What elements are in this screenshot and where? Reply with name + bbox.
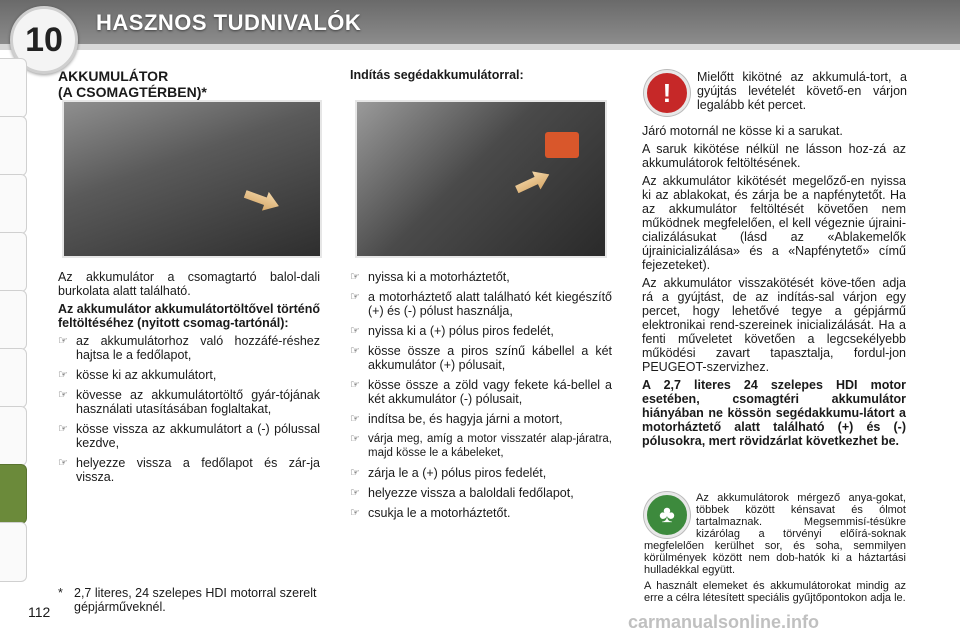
warning-note: Mielőtt kikötné az akkumulá-tort, a gyújtás levételét követő-en várjon legalább két percet. bbox=[697, 70, 907, 112]
recycling-paragraph-2: A használt elemeket és akkumulátorokat mindig az erre a célra létesített speciális gyűjtőpontokon adja le. bbox=[644, 580, 906, 604]
positive-terminal-cover bbox=[545, 132, 579, 158]
pointing-hand-icon: ☞ bbox=[58, 369, 68, 381]
paragraph: Járó motornál ne kösse ki a sarukat. bbox=[642, 124, 843, 138]
footnote bbox=[58, 586, 328, 614]
pointing-hand-icon: ☞ bbox=[58, 423, 68, 435]
side-tab-active[interactable] bbox=[0, 464, 27, 524]
side-tab[interactable] bbox=[0, 232, 27, 292]
footnote-marker: * bbox=[58, 586, 63, 600]
jump-start-heading: Indítás segédakkumulátorral: bbox=[350, 68, 524, 82]
charging-heading: Az akkumulátor akkumulátortöltővel történő feltöltéséhez (nyitott csomag-tartónál): bbox=[58, 302, 320, 330]
charging-steps-list bbox=[58, 334, 320, 484]
chapter-number-badge: 10 bbox=[10, 6, 78, 74]
intro-paragraph: Az akkumulátor a csomagtartó balol-dali burkolata alatt található. bbox=[58, 270, 320, 298]
hdi-warning-paragraph: A 2,7 literes 24 szelepes HDI motor esetében, csomagtéri akkumulátor hiányában ne kössön segédakkumu-látort a motorháztető alatt található (+) és (-) pólusokra, mert rövidzárlat következhet be. bbox=[642, 378, 906, 448]
list-item: ☞ csukja le a motorháztetőt. bbox=[350, 506, 511, 520]
side-tab[interactable] bbox=[0, 406, 27, 466]
section-title bbox=[58, 68, 207, 100]
pointing-hand-icon: ☞ bbox=[350, 291, 360, 303]
list-item: ☞ kövesse az akkumulátortöltő gyár-tójának használati utasításában foglaltakat, bbox=[58, 388, 320, 416]
list-item: ☞ kösse össze a piros színű kábellel a két akkumulátor (+) pólusait, bbox=[350, 344, 612, 372]
section-title-line2: (A CSOMAGTÉRBEN)* bbox=[58, 84, 207, 100]
pointing-hand-icon: ☞ bbox=[350, 507, 360, 519]
paragraph: Az akkumulátor kikötését megelőző-en nyissa ki az ablakokat, és zárja be a napfénytetőt. Ha az akkumulátor feltöltését követően nem működnek megfelelően, el kell végeznie újraini-cializálásukat (lásd az «Ablakemelők újrainicializálása» és a «Napfénytető» című fejezeteket). bbox=[642, 174, 906, 272]
footnote-text: 2,7 literes, 24 szelepes HDI motorral szerelt gépjárműveknél. bbox=[74, 586, 317, 614]
side-tab[interactable] bbox=[0, 522, 27, 582]
page-title: HASZNOS TUDNIVALÓK bbox=[96, 10, 362, 35]
paragraph: Az akkumulátor visszakötését köve-tően adja rá a gyújtást, de az indítás-sal várjon egy percet, hogy lehetővé tegye a gépjármű elektronikai rend-szereinek inicializálását. Ha a fenti műveletet követően a legcsekélyebb működési zavart tapasztalja, fordul-jon PEUGEOT-szervizhez. bbox=[642, 276, 906, 374]
jump-start-steps-list bbox=[350, 270, 612, 520]
pointing-hand-icon: ☞ bbox=[350, 325, 360, 337]
side-tab[interactable] bbox=[0, 174, 27, 234]
side-tab[interactable] bbox=[0, 290, 27, 350]
pointing-hand-icon: ☞ bbox=[58, 335, 68, 347]
list-item: ☞ nyissa ki a motorháztetőt, bbox=[350, 270, 510, 284]
right-column-text bbox=[642, 124, 906, 452]
left-column-text bbox=[58, 270, 320, 490]
header-underline bbox=[0, 44, 960, 50]
list-item: ☞ zárja le a (+) pólus piros fedelét, bbox=[350, 466, 547, 480]
pointing-hand-icon: ☞ bbox=[350, 379, 360, 391]
pointing-hand-icon: ☞ bbox=[350, 413, 360, 425]
watermark: carmanualsonline.info bbox=[628, 612, 820, 632]
side-tab[interactable] bbox=[0, 348, 27, 408]
side-tab[interactable] bbox=[0, 116, 27, 176]
pointing-hand-icon: ☞ bbox=[58, 457, 68, 469]
pointing-hand-icon: ☞ bbox=[350, 433, 360, 445]
pointing-hand-icon: ☞ bbox=[350, 487, 360, 499]
environment-tree-icon: ♣ bbox=[644, 492, 690, 538]
engine-bay-photo bbox=[355, 100, 607, 258]
list-item: ☞ kösse ki az akkumulátort, bbox=[58, 368, 217, 382]
pointing-hand-icon: ☞ bbox=[350, 467, 360, 479]
pointing-hand-icon: ☞ bbox=[58, 389, 68, 401]
page-number: 112 bbox=[28, 604, 51, 620]
list-item: ☞ az akkumulátorhoz való hozzáfé-réshez hajtsa le a fedőlapot, bbox=[58, 334, 320, 362]
arrow-icon bbox=[512, 165, 553, 198]
recycling-paragraph: Az akkumulátorok mérgező anya-gokat, többek között kénsavat és ólmot tartalmaznak. Megsemmisí-tésükre kizárólag a törvényi előírá-soknak megfelelően kerülhet sor, és soha, semmilyen körülmények között nem dob-hatók ki a háztartási hulladékkal együtt. bbox=[644, 492, 906, 576]
list-item: ☞ nyissa ki a (+) pólus piros fedelét, bbox=[350, 324, 554, 338]
chapter-side-tabs bbox=[0, 58, 30, 618]
middle-column-text bbox=[350, 270, 612, 526]
list-item: ☞ kösse össze a zöld vagy fekete ká-bellel a két akkumulátor (-) pólusait, bbox=[350, 378, 612, 406]
side-tab[interactable] bbox=[0, 58, 27, 118]
section-title-line1: AKKUMULÁTOR bbox=[58, 68, 169, 84]
pointing-hand-icon: ☞ bbox=[350, 271, 360, 283]
list-item: ☞ indítsa be, és hagyja járni a motort, bbox=[350, 412, 563, 426]
list-item: ☞ várja meg, amíg a motor visszatér alap-járatra, majd kösse le a kábeleket, bbox=[350, 433, 612, 459]
list-item: ☞ helyezze vissza a fedőlapot és zár-ja vissza. bbox=[58, 456, 320, 484]
arrow-icon bbox=[242, 184, 283, 215]
trunk-battery-photo bbox=[62, 100, 322, 258]
pointing-hand-icon: ☞ bbox=[350, 345, 360, 357]
list-item: ☞ helyezze vissza a baloldali fedőlapot, bbox=[350, 486, 574, 500]
paragraph: A saruk kikötése nélkül ne lásson hoz-zá az akkumulátorok feltöltésének. bbox=[642, 142, 906, 170]
list-item: ☞ kösse vissza az akkumulátort a (-) pólussal kezdve, bbox=[58, 422, 320, 450]
list-item: ☞ a motorháztető alatt található két kiegészítő (+) és (-) pólust használja, bbox=[350, 290, 612, 318]
warning-exclamation-icon: ! bbox=[644, 70, 690, 116]
